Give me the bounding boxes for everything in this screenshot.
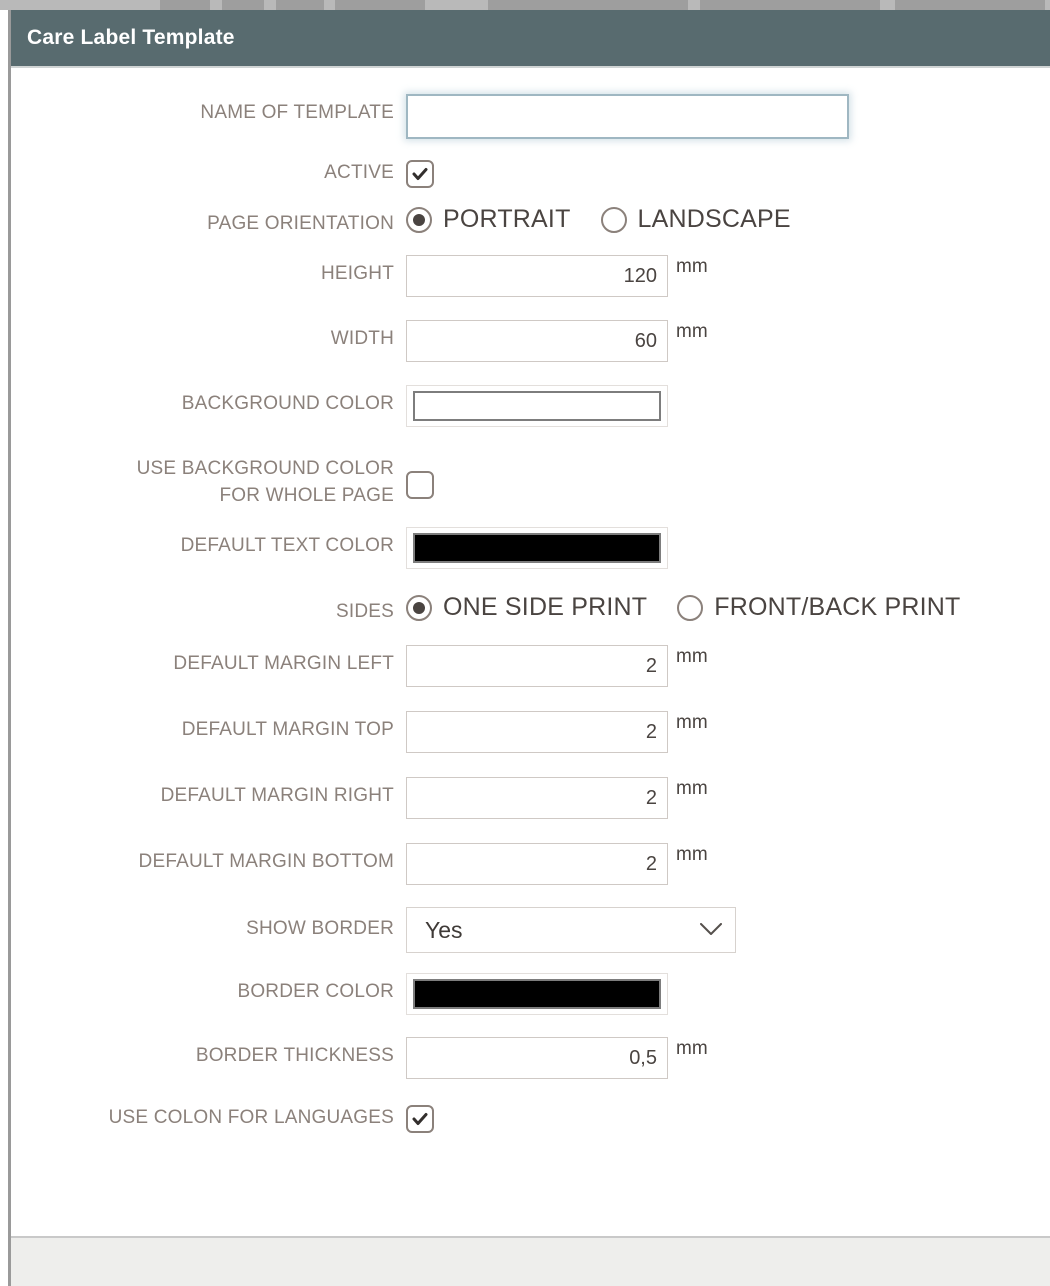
radio-option-portrait[interactable] — [406, 205, 571, 234]
width-input[interactable] — [406, 320, 668, 362]
field-row-height — [11, 255, 1050, 297]
field-row-border-color — [11, 973, 1050, 1015]
field-row-active — [11, 154, 1050, 188]
show-border-select[interactable] — [406, 907, 736, 953]
radio-label-front-back-print: FRONT/BACK PRINT — [714, 593, 961, 621]
radio-label-landscape: LANDSCAPE — [637, 205, 791, 233]
background-color-picker[interactable] — [406, 385, 668, 427]
label-page-orientation: PAGE ORIENTATION — [207, 213, 394, 234]
dialog-footer — [11, 1238, 1050, 1286]
check-icon — [412, 1111, 428, 1127]
label-height: HEIGHT — [321, 263, 394, 284]
dialog-header — [11, 10, 1050, 68]
label-default-text-color: DEFAULT TEXT COLOR — [180, 535, 394, 556]
field-row-default-text-color — [11, 527, 1050, 569]
default-margin-right-unit: mm — [676, 778, 708, 799]
field-row-border-thickness — [11, 1037, 1050, 1079]
default-margin-left-unit: mm — [676, 646, 708, 667]
radio-label-one-side-print: ONE SIDE PRINT — [443, 593, 648, 621]
sides-radio-group — [406, 591, 991, 622]
label-border-thickness: BORDER THICKNESS — [195, 1045, 394, 1066]
field-row-default-margin-top — [11, 711, 1050, 753]
field-row-default-margin-bottom — [11, 843, 1050, 885]
field-row-page-orientation — [11, 203, 1050, 236]
field-row-default-margin-right — [11, 777, 1050, 819]
check-icon — [412, 166, 428, 182]
border-thickness-unit: mm — [676, 1038, 708, 1059]
parent-window-strip — [0, 0, 1050, 10]
use-background-color-whole-page-checkbox[interactable] — [406, 471, 434, 499]
label-name-of-template: NAME OF TEMPLATE — [200, 102, 394, 123]
default-margin-top-unit: mm — [676, 712, 708, 733]
height-input[interactable] — [406, 255, 668, 297]
label-default-margin-right: DEFAULT MARGIN RIGHT — [160, 785, 394, 806]
default-margin-left-input[interactable] — [406, 645, 668, 687]
field-row-use-background-color-whole-page — [11, 447, 1050, 509]
label-use-background-color-whole-page — [11, 447, 406, 509]
label-line-1: USE BACKGROUND COLOR — [136, 458, 394, 479]
default-margin-bottom-input[interactable] — [406, 843, 668, 885]
label-sides: SIDES — [335, 601, 394, 622]
width-unit: mm — [676, 321, 708, 342]
default-margin-right-input[interactable] — [406, 777, 668, 819]
default-text-color-picker[interactable] — [406, 527, 668, 569]
label-default-margin-bottom: DEFAULT MARGIN BOTTOM — [138, 851, 394, 872]
label-line-2: FOR WHOLE PAGE — [219, 485, 394, 506]
radio-selected-icon — [406, 595, 432, 621]
radio-selected-icon — [406, 207, 432, 233]
label-use-colon-for-languages: USE COLON FOR LANGUAGES — [108, 1107, 394, 1128]
page-orientation-radio-group — [406, 203, 821, 234]
field-row-use-colon-for-languages — [11, 1099, 1050, 1133]
label-default-margin-top: DEFAULT MARGIN TOP — [181, 719, 394, 740]
radio-unselected-icon — [601, 207, 627, 233]
radio-option-one-side-print[interactable] — [406, 593, 647, 622]
border-thickness-input[interactable] — [406, 1037, 668, 1079]
field-row-name-of-template — [11, 94, 1050, 139]
radio-option-front-back-print[interactable] — [677, 593, 960, 622]
background-color-swatch — [413, 391, 661, 421]
height-unit: mm — [676, 256, 708, 277]
label-active: ACTIVE — [324, 162, 394, 183]
label-border-color: BORDER COLOR — [237, 981, 394, 1002]
field-row-show-border — [11, 907, 1050, 953]
border-color-swatch — [413, 979, 661, 1009]
default-margin-bottom-unit: mm — [676, 844, 708, 865]
form-body — [11, 68, 1050, 1236]
radio-option-landscape[interactable] — [601, 205, 791, 234]
page-title: Care Label Template — [27, 26, 235, 49]
name-of-template-input[interactable] — [406, 94, 849, 139]
label-default-margin-left: DEFAULT MARGIN LEFT — [173, 653, 394, 674]
field-row-default-margin-left — [11, 645, 1050, 687]
active-checkbox[interactable] — [406, 160, 434, 188]
field-row-sides — [11, 591, 1050, 624]
care-label-template-dialog — [8, 10, 1050, 1286]
radio-label-portrait: PORTRAIT — [443, 205, 571, 233]
border-color-picker[interactable] — [406, 973, 668, 1015]
field-row-width — [11, 320, 1050, 362]
radio-unselected-icon — [677, 595, 703, 621]
default-margin-top-input[interactable] — [406, 711, 668, 753]
label-show-border: SHOW BORDER — [246, 918, 394, 939]
use-colon-for-languages-checkbox[interactable] — [406, 1105, 434, 1133]
field-row-background-color — [11, 385, 1050, 427]
label-width: WIDTH — [330, 328, 394, 349]
label-background-color: BACKGROUND COLOR — [181, 393, 394, 414]
default-text-color-swatch — [413, 533, 661, 563]
